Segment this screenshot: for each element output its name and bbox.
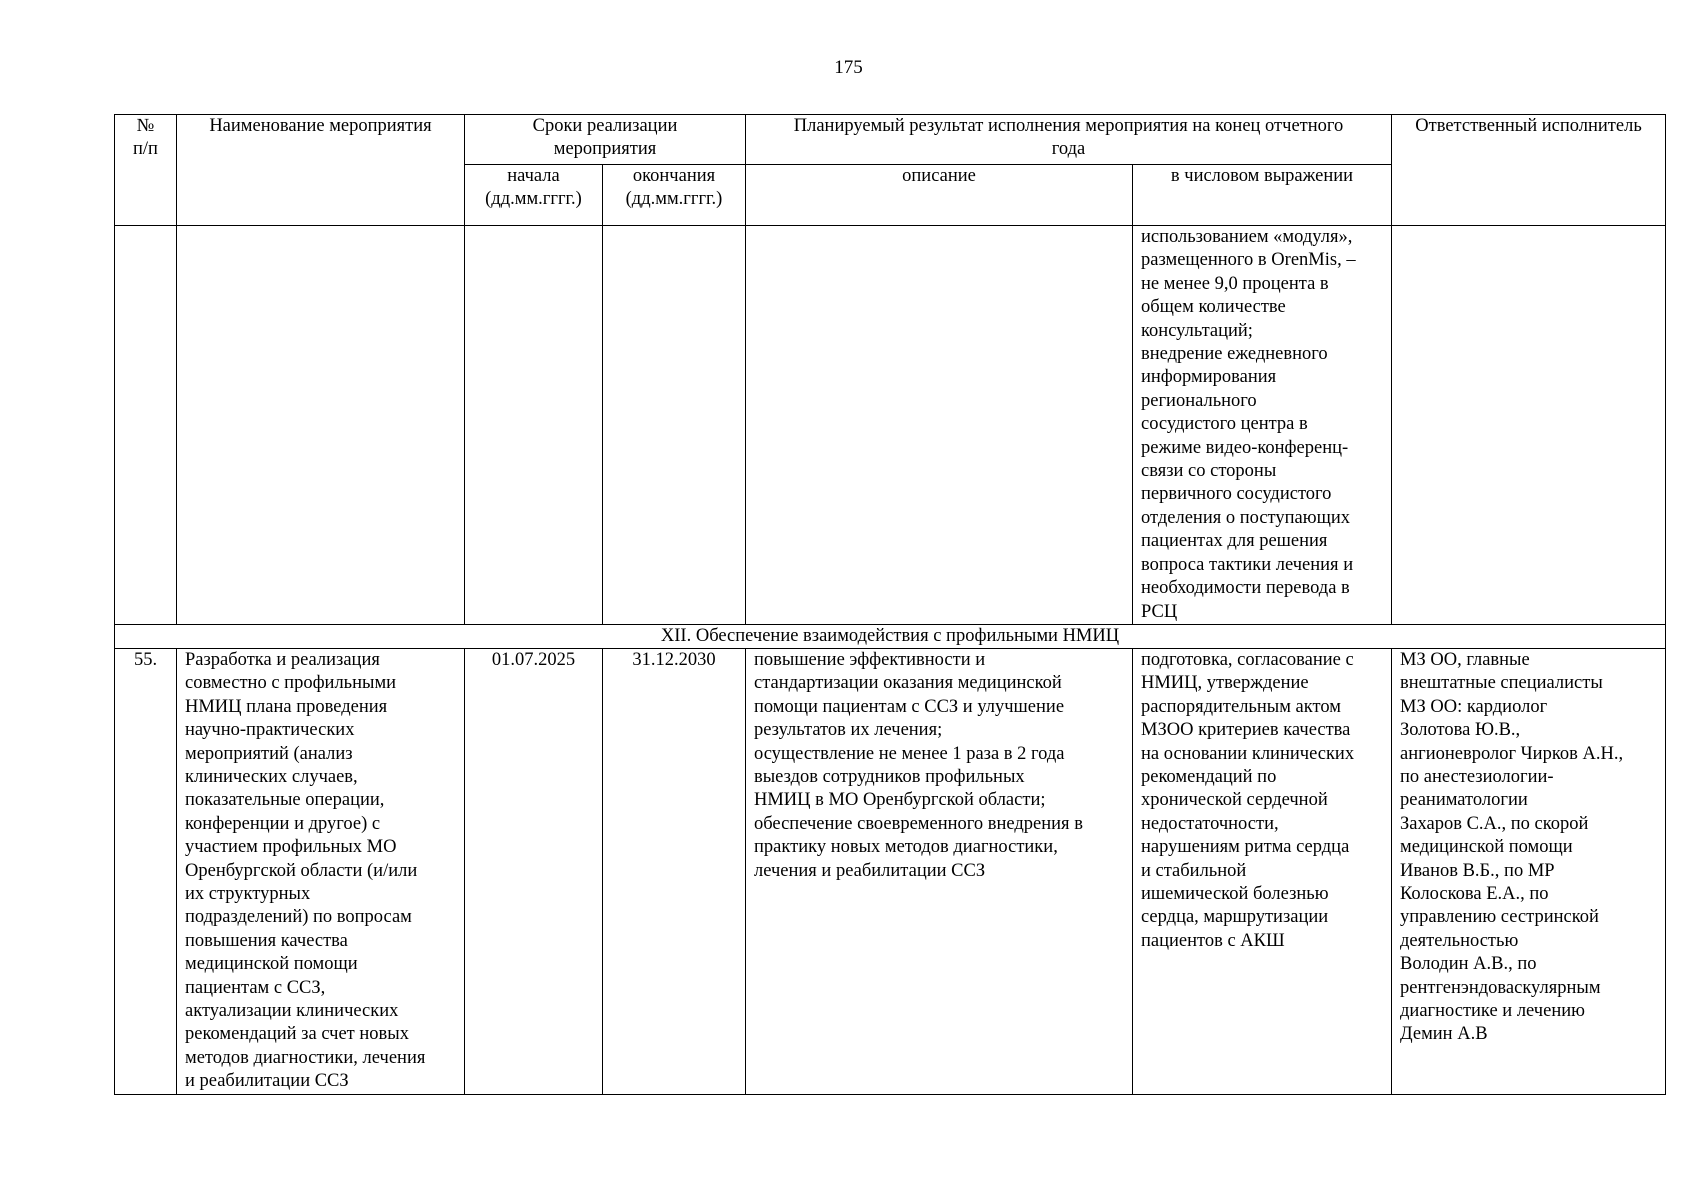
- header-terms: Сроки реализации мероприятия: [465, 115, 746, 165]
- cell-responsible: [1392, 226, 1666, 625]
- cell-name: Разработка и реализация совместно с профильными НМИЦ плана проведения научно-практических мероприятий (анализ клинических случаев, показательные операции, конференции и другое) с участием профильных МО Оренбургской области (и/или их структурных подразделений) по вопросам повышения качества медицинской помощи пациентам с ССЗ, актуализации клинических рекомендаций за счет новых методов диагностики, лечения и реабилитации ССЗ: [177, 648, 465, 1094]
- cell-start: 01.07.2025: [465, 648, 603, 1094]
- page-number: 175: [834, 57, 863, 78]
- cell-name: [177, 226, 465, 625]
- cell-end: [603, 226, 746, 625]
- cell-numeric: подготовка, согласование с НМИЦ, утверждение распорядительным актом МЗОО критериев качества на основании клинических рекомендаций по хронической сердечной недостаточности, нарушениям ритма сердца и стабильной ишемической болезнью сердца, маршрутизации пациентов с АКШ: [1133, 648, 1392, 1094]
- cell-number: [115, 226, 177, 625]
- section-row: [115, 624, 1666, 648]
- cell-start: [465, 226, 603, 625]
- table-row-continuation: [115, 226, 1666, 625]
- cell-end: 31.12.2030: [603, 648, 746, 1094]
- cell-description: повышение эффективности и стандартизации оказания медицинской помощи пациентам с ССЗ и улучшение результатов их лечения; осуществление не менее 1 раза в 2 года выездов сотрудников профильных НМИЦ в МО Оренбургской области; обеспечение своевременного внедрения в практику новых методов диагностики, лечения и реабилитации ССЗ: [746, 648, 1133, 1094]
- header-end: окончания (дд.мм.гггг.): [603, 165, 746, 226]
- header-number: № п/п: [115, 115, 177, 226]
- cell-number: 55.: [115, 648, 177, 1094]
- cell-numeric: использованием «модуля», размещенного в OrenMis, – не менее 9,0 процента в общем количестве консультаций; внедрение ежедневного информирования регионального сосудистого центра в режиме видео-конференц- связи со стороны первичного сосудистого отделения о поступающих пациентах для решения вопроса тактики лечения и необходимости перевода в РСЦ: [1133, 226, 1392, 625]
- header-result: Планируемый результат исполнения мероприятия на конец отчетного года: [746, 115, 1392, 165]
- header-name: Наименование мероприятия: [177, 115, 465, 226]
- header-start: начала (дд.мм.гггг.): [465, 165, 603, 226]
- table-header-row-1: [115, 115, 1666, 165]
- header-description: описание: [746, 165, 1133, 226]
- cell-responsible: МЗ ОО, главные внештатные специалисты МЗ ОО: кардиолог Золотова Ю.В., ангионевролог Чирков А.Н., по анестезиологии- реаниматологии Захаров С.А., по скорой медицинской помощи Иванов В.Б., по МР Колоскова Е.А., по управлению сестринской деятельностью Володин А.В., по рентгенэндоваскулярным диагностике и лечению Демин А.В: [1392, 648, 1666, 1094]
- table-row: [115, 648, 1666, 1094]
- header-responsible: Ответственный исполнитель: [1392, 115, 1666, 226]
- header-numeric: в числовом выражении: [1133, 165, 1392, 226]
- section-title: XII. Обеспечение взаимодействия с профильными НМИЦ: [115, 624, 1666, 648]
- cell-description: [746, 226, 1133, 625]
- activities-table: [114, 114, 1666, 1095]
